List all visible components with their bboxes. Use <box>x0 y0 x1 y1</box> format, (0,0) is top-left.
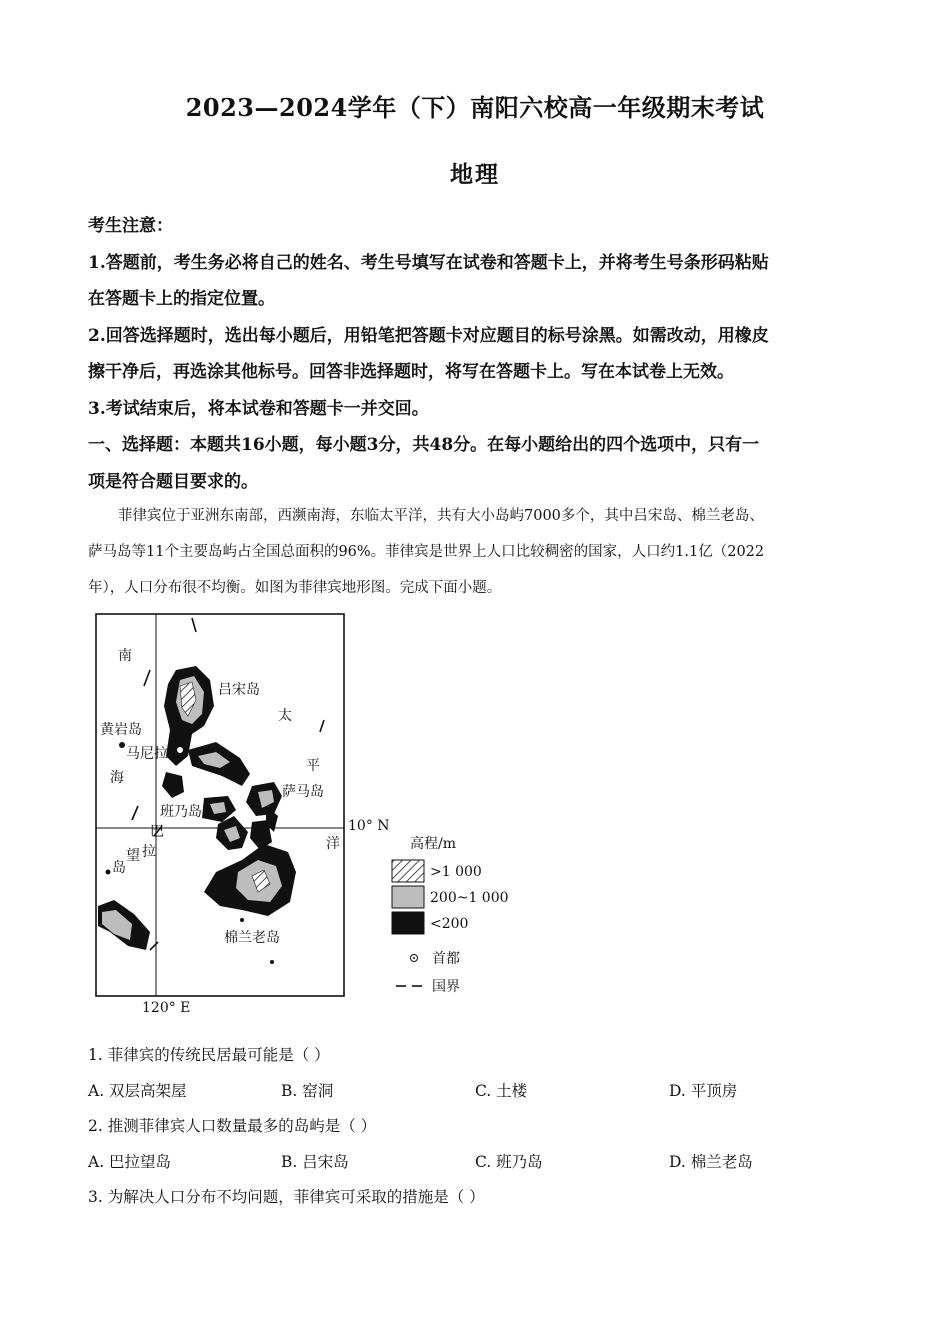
philippines-terrain-map <box>92 610 522 1018</box>
question-1-option-a[interactable]: A. 双层高架屋 <box>88 1082 187 1100</box>
section-heading-a: 一、选择题：本题共16小题，每小题3分，共48分。在每小题给出的四个选项中，只有一 <box>88 435 760 455</box>
label-tai: 太 <box>278 708 292 724</box>
label-samar: 萨马岛 <box>282 784 324 800</box>
legend-high: >1 000 <box>430 864 482 880</box>
notes-item-1a: 1.答题前，考生务必将自己的姓名、考生号填写在试卷和答题卡上，并将考生号条形码粘贴 <box>88 252 769 273</box>
question-2-option-d[interactable]: D. 棉兰老岛 <box>669 1153 753 1171</box>
label-ba: 巴 <box>150 824 164 840</box>
question-1-option-d[interactable]: D. 平顶房 <box>669 1082 738 1100</box>
map-legend <box>392 835 509 995</box>
question-1-option-c[interactable]: C. 土楼 <box>475 1082 528 1100</box>
notes-item-2a: 2.回答选择题时，选出每小题后，用铅笔把答题卡对应题目的标号涂黑。如需改动，用橡皮 <box>88 325 769 346</box>
question-1-stem: 1. 菲律宾的传统民居最可能是（ ） <box>88 1046 330 1064</box>
notes-heading: 考生注意： <box>88 216 173 236</box>
question-2-option-b[interactable]: B. 吕宋岛 <box>281 1153 349 1171</box>
exam-subject: 地理 <box>450 161 500 188</box>
notes-item-2b: 擦干净后，再选涂其他标号。回答非选择题时，将写在答题卡上。写在本试卷上无效。 <box>88 362 734 382</box>
question-2-option-a[interactable]: A. 巴拉望岛 <box>88 1153 172 1171</box>
legend-title: 高程/m <box>410 836 456 852</box>
exam-title: 2023—2024学年（下）南阳六校高一年级期末考试 <box>185 93 765 122</box>
huangyan-dot <box>119 742 125 748</box>
legend-swatch-low <box>392 912 424 934</box>
legend-capital: 首都 <box>432 951 460 967</box>
question-2-option-c[interactable]: C. 班乃岛 <box>475 1153 543 1171</box>
question-3-stem: 3. 为解决人口分布不均问题，菲律宾可采取的措施是（ ） <box>88 1188 485 1206</box>
palawan-island <box>98 900 150 950</box>
label-huangyan: 黄岩岛 <box>100 722 142 738</box>
label-la: 拉 <box>142 844 156 860</box>
label-manila: 马尼拉 <box>126 746 168 762</box>
question-intro <box>88 498 863 606</box>
legend-swatch-mid <box>392 886 424 908</box>
label-luzon: 吕宋岛 <box>218 682 260 698</box>
label-10n: 10° N <box>348 818 390 834</box>
label-120e: 120° E <box>142 1000 191 1016</box>
label-ping: 平 <box>306 758 320 774</box>
legend-low: <200 <box>430 916 469 932</box>
intro-line-2: 萨马岛等11个主要岛屿占全国总面积的96%。菲律宾是世界上人口比较稠密的国家，人口约1.1亿（2022 <box>88 544 765 560</box>
legend-swatch-high <box>392 860 424 882</box>
legend-mid: 200~1 000 <box>430 890 509 906</box>
label-nan: 南 <box>118 648 132 664</box>
label-wang: 望 <box>126 848 140 864</box>
mindoro-island <box>162 772 184 798</box>
intro-line-3: 年），人口分布很不均衡。如图为菲律宾地形图。完成下面小题。 <box>88 580 502 596</box>
section-heading-b: 项是符合题目要求的。 <box>88 471 258 492</box>
label-hai: 海 <box>110 770 124 786</box>
manila-capital-symbol <box>177 747 184 754</box>
notes-item-1b: 在答题卡上的指定位置。 <box>88 289 275 309</box>
question-2-stem: 2. 推测菲律宾人口数量最多的岛屿是（ ） <box>88 1117 377 1135</box>
label-mindanao: 棉兰老岛 <box>224 930 280 946</box>
question-1-option-b[interactable]: B. 窑洞 <box>281 1082 334 1100</box>
mindanao-island <box>204 844 296 916</box>
notes-item-3: 3.考试结束后，将本试卷和答题卡一并交回。 <box>88 398 429 419</box>
intro-line-1: 菲律宾位于亚洲东南部，西濒南海，东临太平洋，共有大小岛屿7000多个，其中吕宋岛、棉兰老岛、 <box>118 508 764 524</box>
label-yang: 洋 <box>326 836 340 852</box>
legend-border: 国界 <box>432 979 460 995</box>
samar-island <box>246 782 282 816</box>
exam-notes <box>88 208 860 500</box>
label-dao: 岛 <box>112 860 126 876</box>
label-panay: 班乃岛 <box>160 804 202 820</box>
